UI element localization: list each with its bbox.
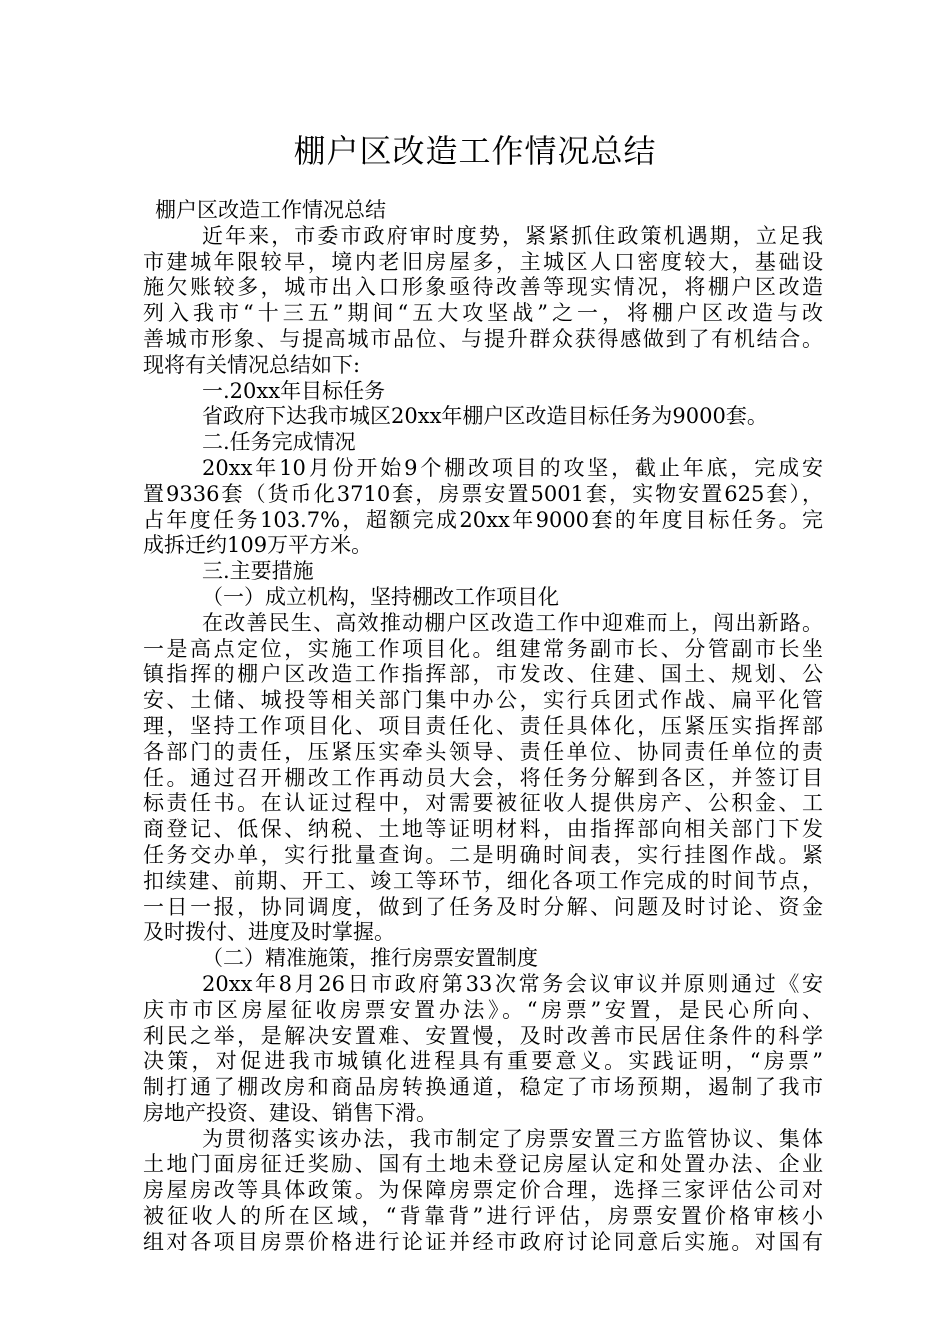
text-line: 各部门的责任，压紧压实牵头领导、责任单位、协同责任单位的责 [143, 739, 823, 764]
text-line: 组对各项目房票价格进行论证并经市政府讨论同意后实施。对国有 [143, 1229, 823, 1254]
text-line: 成拆迁约109万平方米。 [143, 533, 373, 558]
document-title: 棚户区改造工作情况总结 [293, 132, 657, 170]
text-line: 列入我市“十三五”期间“五大攻坚战”之一，将棚户区改造与改 [143, 301, 823, 326]
text-line: 占年度任务103.7%，超额完成20xx年9000套的年度目标任务。完 [143, 507, 823, 532]
text-line: 省政府下达我市城区20xx年棚户区改造目标任务为9000套。 [202, 404, 768, 429]
text-line: 市建城年限较早，境内老旧房屋多，主城区人口密度较大，基础设 [143, 249, 823, 274]
text-line: 制打通了棚改房和商品房转换通道，稳定了市场预期，遏制了我市 [143, 1075, 823, 1100]
text-line: 三.主要措施 [202, 559, 314, 584]
text-line: 任。通过召开棚改工作再动员大会，将任务分解到各区，并签订目 [143, 765, 823, 790]
text-line: 为贯彻落实该办法，我市制定了房票安置三方监管协议、集体 [202, 1126, 823, 1151]
text-line: （一）成立机构，坚持棚改工作项目化 [202, 584, 559, 609]
text-line: 标责任书。在认证过程中，对需要被征收人提供房产、公积金、工 [143, 791, 823, 816]
text-line: 决策，对促进我市城镇化进程具有重要意义。实践证明，“房票” [143, 1049, 823, 1074]
text-line: 现将有关情况总结如下: [143, 352, 361, 377]
document-body [143, 198, 823, 1256]
text-line: 在改善民生、高效推动棚户区改造工作中迎难而上，闯出新路。 [202, 610, 823, 635]
text-line: 理，坚持工作项目化、项目责任化、责任具体化，压紧压实指挥部 [143, 713, 823, 738]
text-line: 庆市市区房屋征收房票安置办法》。“房票”安置，是民心所向、 [143, 997, 823, 1022]
text-line: （二）精准施策，推行房票安置制度 [202, 946, 538, 971]
text-line: 土地门面房征迁奖励、国有土地未登记房屋认定和处置办法、企业 [143, 1152, 823, 1177]
text-line: 一.20xx年目标任务 [202, 378, 386, 403]
text-line: 任务交办单，实行批量查询。二是明确时间表，实行挂图作战。紧 [143, 842, 823, 867]
text-line: 棚户区改造工作情况总结 [155, 198, 386, 222]
text-line: 20xx年10月份开始9个棚改项目的攻坚，截止年底，完成安 [202, 455, 823, 480]
text-line: 商登记、低保、纳税、土地等证明材料，由指挥部向相关部门下发 [143, 817, 823, 842]
text-line: 及时拨付、进度及时掌握。 [143, 920, 395, 945]
text-line: 房屋房改等具体政策。为保障房票定价合理，选择三家评估公司对 [143, 1178, 823, 1203]
text-line: 被征收人的所在区域，“背靠背”进行评估，房票安置价格审核小 [143, 1204, 823, 1229]
text-line: 安、土储、城投等相关部门集中办公，实行兵团式作战、扁平化管 [143, 688, 823, 713]
text-line: 20xx年8月26日市政府第33次常务会议审议并原则通过《安 [202, 971, 823, 996]
text-line: 一日一报，协同调度，做到了任务及时分解、问题及时讨论、资金 [143, 894, 823, 919]
text-line: 置9336套（货币化3710套，房票安置5001套，实物安置625套）， [143, 481, 823, 506]
text-line: 扣续建、前期、开工、竣工等环节，细化各项工作完成的时间节点， [143, 868, 823, 893]
text-line: 利民之举，是解决安置难、安置慢，及时改善市民居住条件的科学 [143, 1023, 823, 1048]
text-line: 善城市形象、与提高城市品位、与提升群众获得感做到了有机结合。 [143, 326, 823, 351]
text-line: 一是高点定位，实施工作项目化。组建常务副市长、分管副市长坐 [143, 636, 823, 661]
text-line: 房地产投资、建设、销售下滑。 [143, 1100, 437, 1125]
text-line: 近年来，市委市政府审时度势，紧紧抓住政策机遇期，立足我 [202, 223, 823, 248]
text-line: 施欠账较多，城市出入口形象亟待改善等现实情况，将棚户区改造 [143, 275, 823, 300]
text-line: 二.任务完成情况 [202, 430, 356, 455]
text-line: 镇指挥的棚户区改造工作指挥部，市发改、住建、国土、规划、公 [143, 662, 823, 687]
